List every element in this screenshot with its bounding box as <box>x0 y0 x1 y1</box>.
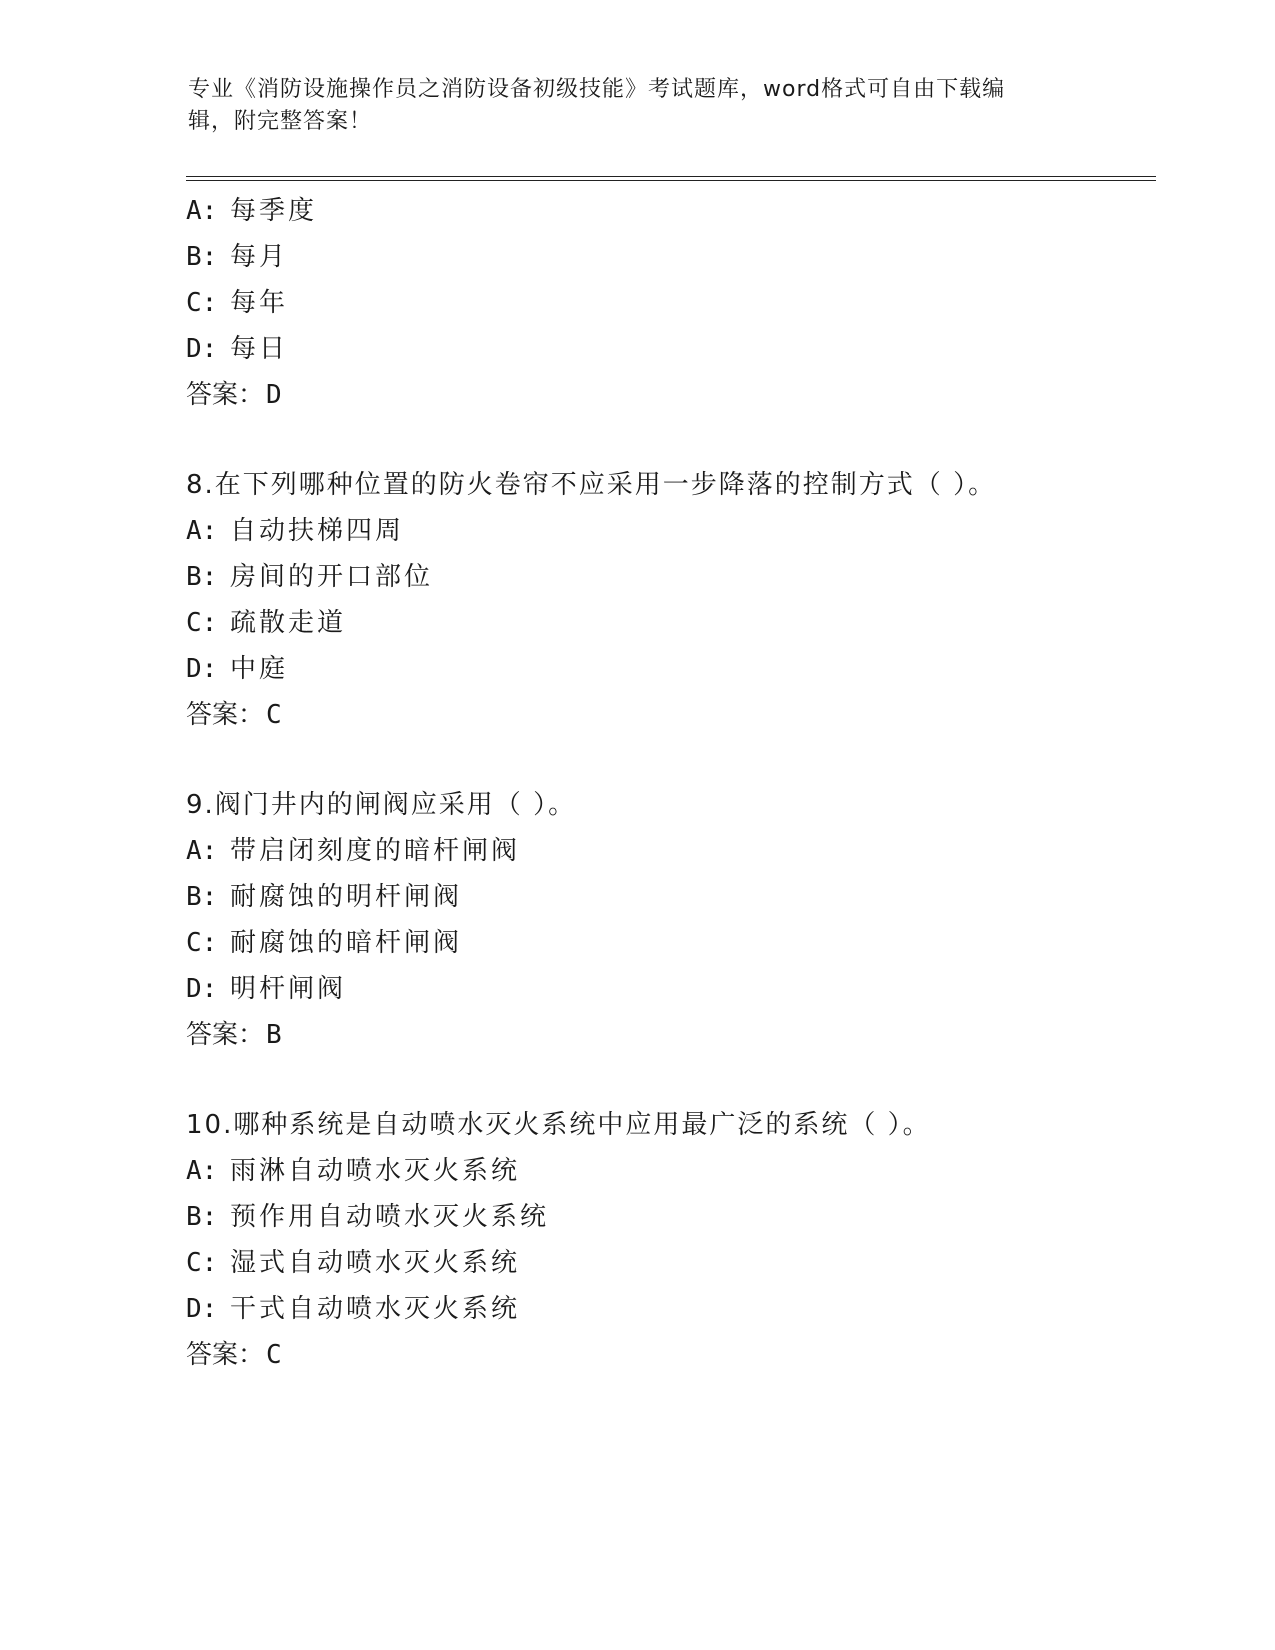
header-line-2: 辑，附完整答案！ <box>188 109 373 134</box>
option-c: C: 耐腐蚀的暗杆闸阀 <box>186 928 463 958</box>
option-b: B: 每月 <box>186 242 289 272</box>
question-block-9 <box>186 782 1146 1058</box>
question-list <box>186 188 1146 1378</box>
question-stem: 10.哪种系统是自动喷水灭火系统中应用最广泛的系统（ ）。 <box>186 1110 931 1140</box>
option-b: B: 耐腐蚀的明杆闸阀 <box>186 882 463 912</box>
option-a: A: 带启闭刻度的暗杆闸阀 <box>186 836 521 866</box>
option-c: C: 湿式自动喷水灭火系统 <box>186 1248 521 1278</box>
document-header <box>188 74 1088 138</box>
option-a: A: 每季度 <box>186 196 318 226</box>
option-d: D: 干式自动喷水灭火系统 <box>186 1294 521 1324</box>
question-stem: 9.阀门井内的闸阀应采用（ ）。 <box>186 790 577 820</box>
option-d: D: 中庭 <box>186 654 289 684</box>
option-a: A: 雨淋自动喷水灭火系统 <box>186 1156 521 1186</box>
question-block-8 <box>186 462 1146 738</box>
answer-line: 答案：C <box>186 1340 282 1370</box>
option-b: B: 预作用自动喷水灭火系统 <box>186 1202 550 1232</box>
answer-line: 答案：C <box>186 700 282 730</box>
option-c: C: 疏散走道 <box>186 608 347 638</box>
question-block-7 <box>186 188 1146 418</box>
option-c: C: 每年 <box>186 288 289 318</box>
option-d: D: 每日 <box>186 334 289 364</box>
question-stem: 8.在下列哪种位置的防火卷帘不应采用一步降落的控制方式（ ）。 <box>186 470 997 500</box>
header-line-1: 专业《消防设施操作员之消防设备初级技能》考试题库，word格式可自由下载编 <box>188 77 1006 102</box>
header-divider-top <box>186 176 1156 177</box>
question-block-10 <box>186 1102 1146 1378</box>
answer-line: 答案：D <box>186 380 282 410</box>
option-b: B: 房间的开口部位 <box>186 562 434 592</box>
answer-line: 答案：B <box>186 1020 282 1050</box>
option-a: A: 自动扶梯四周 <box>186 516 405 546</box>
header-divider-bottom <box>186 180 1156 181</box>
option-d: D: 明杆闸阀 <box>186 974 347 1004</box>
